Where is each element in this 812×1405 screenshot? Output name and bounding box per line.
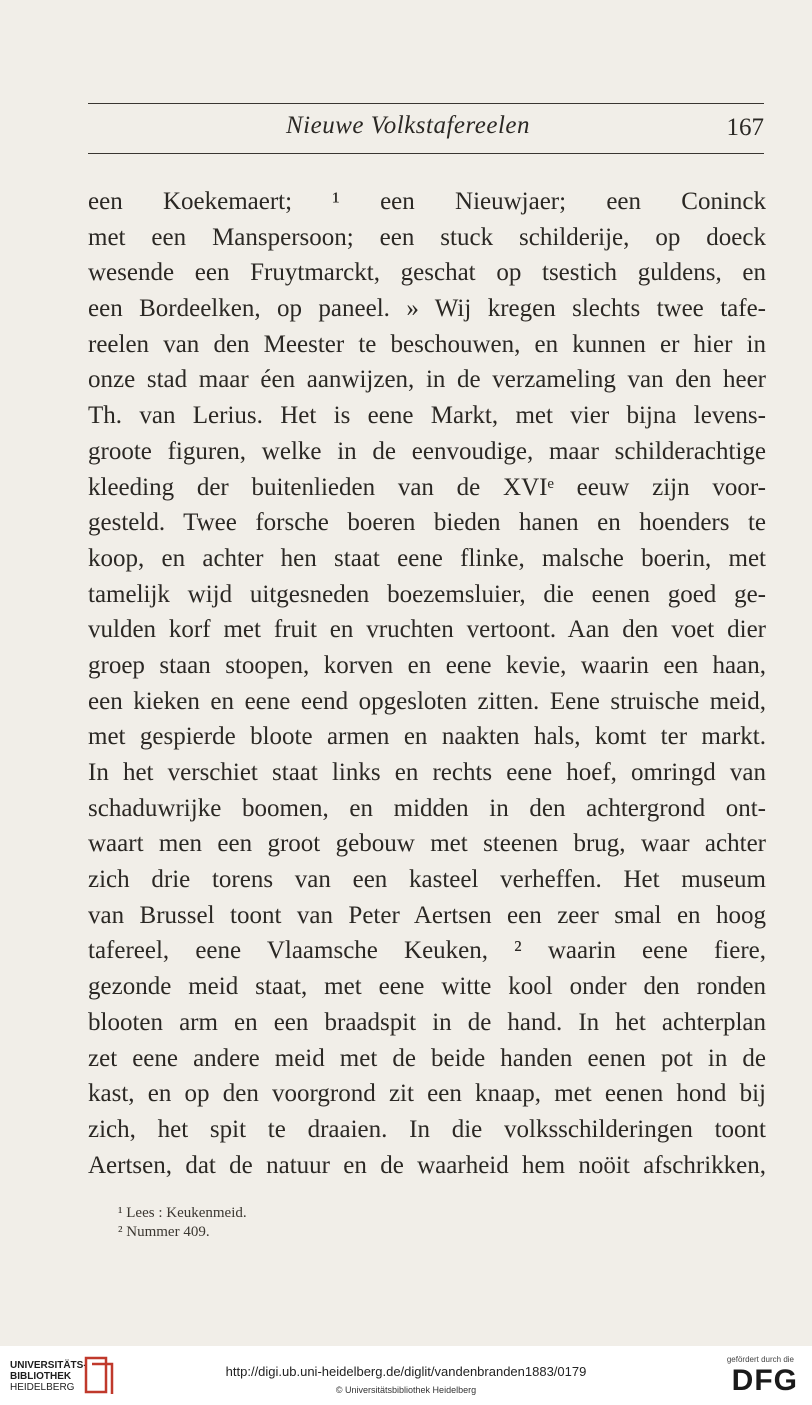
text-line: Aertsen, dat de natuur en de waarheid hem noöit afschrikken, [88, 1151, 766, 1179]
text-line: een Koekemaert; ¹ een Nieuwjaer; een Coninck [88, 188, 766, 215]
library-line-2: BIBLIOTHEK [10, 1371, 72, 1382]
text-line: een Bordeelken, op paneel. » Wij kregen slechts twee tafe- [88, 295, 766, 323]
library-line-3: HEIDELBERG [10, 1382, 75, 1393]
footnotes [118, 1204, 247, 1242]
digitization-footer [0, 1346, 812, 1405]
text-line: met gespierde bloote armen en naakten hals, komt ter markt. [88, 723, 766, 751]
footnote-2: ² Nummer 409. [118, 1224, 210, 1240]
text-line: groep staan stoopen, korven en eene kevie, waarin een haan, [88, 651, 766, 679]
body-text [88, 184, 766, 1183]
text-line: waart men een groot gebouw met steenen brug, waar achter [88, 830, 766, 858]
permalink[interactable]: http://digi.ub.uni-heidelberg.de/diglit/vandenbranden1883/0179 [225, 1364, 587, 1379]
text-line: groote figuren, welke in de eenvoudige, maar schilderachtige [88, 437, 766, 465]
dfg-logo: DFG [731, 1364, 798, 1397]
text-line: schaduwrijke boomen, en midden in den achtergrond ont- [88, 794, 766, 822]
text-line: kast, en op den voorgrond zit een knaap, met eenen hond bij [88, 1080, 766, 1108]
header-top-rule [88, 103, 764, 104]
text-line: Th. van Lerius. Het is eene Markt, met vier bijna levens- [88, 402, 766, 430]
funding-note: gefördert durch die [726, 1355, 794, 1364]
text-line: reelen van den Meester te beschouwen, en kunnen er hier in [88, 330, 766, 358]
text-line: zich drie torens van een kasteel verheffen. Het museum [88, 866, 766, 894]
text-line: vulden korf met fruit en vruchten vertoont. Aan den voet dier [88, 616, 766, 644]
text-line: zet eene andere meid met de beide handen eenen pot in de [88, 1044, 766, 1072]
text-line: koop, en achter hen staat eene flinke, malsche boerin, met [88, 544, 766, 572]
text-line: zich, het spit te draaien. In die volksschilderingen toont [88, 1115, 766, 1143]
text-line: tafereel, eene Vlaamsche Keuken, ² waarin eene fiere, [88, 937, 766, 965]
text-line: blooten arm en een braadspit in de hand. In het achterplan [88, 1008, 766, 1036]
text-line: met een Manspersoon; een stuck schilderije, op doeck [88, 223, 766, 251]
text-line: wesende een Fruytmarckt, geschat op tsestich guldens, en [88, 259, 766, 287]
text-line: In het verschiet staat links en rechts eene hoef, omringd van [88, 759, 766, 786]
running-title: Nieuwe Volkstafereelen [286, 112, 531, 139]
text-line: gezonde meid staat, met eene witte kool onder den ronden [88, 973, 766, 1001]
library-line-1: UNIVERSITÄTS- [10, 1360, 87, 1371]
text-line: onze stad maar éen aanwijzen, in de verzameling van den heer [88, 366, 766, 394]
copyright-notice: © Universitätsbibliothek Heidelberg [335, 1385, 477, 1395]
text-line: kleeding der buitenlieden van de XVIᵉ eeuw zijn voor- [88, 473, 766, 501]
text-line: van Brussel toont van Peter Aertsen een zeer smal en hoog [88, 901, 766, 929]
text-line: tamelijk wijd uitgesneden boezemsluier, die eenen goed ge- [88, 580, 766, 608]
header-bottom-rule [88, 153, 764, 154]
page-number: 167 [726, 114, 764, 141]
footnote-1: ¹ Lees : Keukenmeid. [118, 1205, 247, 1221]
text-line: gesteld. Twee forsche boeren bieden hanen en hoenders te [88, 509, 766, 537]
running-header [88, 112, 764, 146]
text-line: een kieken en eene eend opgesloten zitten. Eene struische meid, [88, 687, 766, 715]
